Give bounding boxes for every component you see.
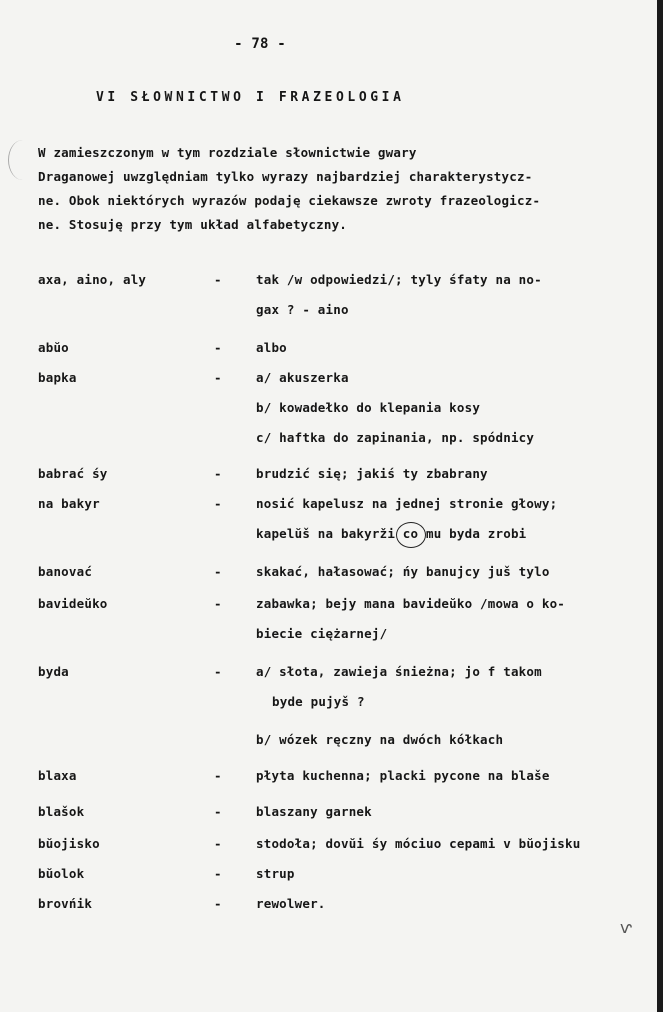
entry-dash: - <box>214 496 222 511</box>
entry-term: bapka <box>38 370 77 385</box>
entry-dash: - <box>214 836 222 851</box>
entry-definition: byde pujyš ? <box>272 694 365 709</box>
entry-definition: albo <box>256 340 287 355</box>
entry-definition: gax ? - aino <box>256 302 349 317</box>
entry-definition: a/ słota, zawieja śnieżna; jo f takom <box>256 664 542 679</box>
entry-definition: zabawka; bejy mana bavideŭko /mowa o ko- <box>256 596 566 611</box>
handwritten-tick-mark: ⱱ <box>620 918 632 937</box>
handwritten-circle-mark <box>396 522 426 548</box>
entry-term: blaxa <box>38 768 77 783</box>
entry-term: abŭo <box>38 340 69 355</box>
entry-definition: b/ wózek ręczny na dwóch kółkach <box>256 732 504 747</box>
chapter-title: VI SŁOWNICTWO I FRAZEOLOGIA <box>96 90 405 105</box>
entry-term: blašok <box>38 804 85 819</box>
entry-dash: - <box>214 340 222 355</box>
entry-dash: - <box>214 664 222 679</box>
entry-term: bavideŭko <box>38 596 108 611</box>
entry-dash: - <box>214 804 222 819</box>
entry-dash: - <box>214 370 222 385</box>
entry-definition: stodoła; dovŭi śy móciuo cepami v bŭojisku <box>256 836 581 851</box>
entry-dash: - <box>214 272 222 287</box>
entry-term: banovać <box>38 564 93 579</box>
entry-term: babrać śy <box>38 466 108 481</box>
entry-dash: - <box>214 596 222 611</box>
entry-term: byda <box>38 664 69 679</box>
entry-term: brovńik <box>38 896 93 911</box>
intro-line: W zamieszczonym w tym rozdziale słownictwie gwary <box>38 145 417 160</box>
entry-definition: strup <box>256 866 295 881</box>
entry-dash: - <box>214 466 222 481</box>
entry-term: na bakyr <box>38 496 100 511</box>
entry-definition: b/ kowadełko do klepania kosy <box>256 400 481 415</box>
entry-definition: c/ haftka do zapinania, np. spódnicy <box>256 430 535 445</box>
entry-dash: - <box>214 564 222 579</box>
entry-definition: a/ akuszerka <box>256 370 349 385</box>
entry-dash: - <box>214 768 222 783</box>
entry-dash: - <box>214 866 222 881</box>
entry-definition: blaszany garnek <box>256 804 372 819</box>
entry-definition: nosić kapelusz na jednej stronie głowy; <box>256 496 558 511</box>
entry-term: bŭolok <box>38 866 85 881</box>
intro-line: ne. Obok niektórych wyrazów podaję ciekawsze zwroty frazeologicz- <box>38 193 541 208</box>
intro-line: Draganowej uwzględniam tylko wyrazy najbardziej charakterystycz- <box>38 169 533 184</box>
entry-definition: tak /w odpowiedzi/; tyly śfaty na no- <box>256 272 542 287</box>
entry-definition: biecie ciężarnej/ <box>256 626 388 641</box>
entry-term: axa, aino, aly <box>38 272 147 287</box>
entry-definition: brudzić się; jakiś ty zbabrany <box>256 466 488 481</box>
page-number: - 78 - <box>234 36 286 52</box>
entry-definition: płyta kuchenna; placki pycone na blaše <box>256 768 550 783</box>
entry-term: bŭojisko <box>38 836 100 851</box>
margin-pencil-mark <box>8 140 37 180</box>
entry-definition: skakać, hałasować; ńy banujcy juš tylo <box>256 564 550 579</box>
entry-dash: - <box>214 896 222 911</box>
scan-edge-shadow <box>657 0 663 1012</box>
entry-definition: kapelŭš na bakyrži co mu byda zrobi <box>256 526 527 541</box>
entry-definition: rewolwer. <box>256 896 326 911</box>
intro-line: ne. Stosuję przy tym układ alfabetyczny. <box>38 217 348 232</box>
